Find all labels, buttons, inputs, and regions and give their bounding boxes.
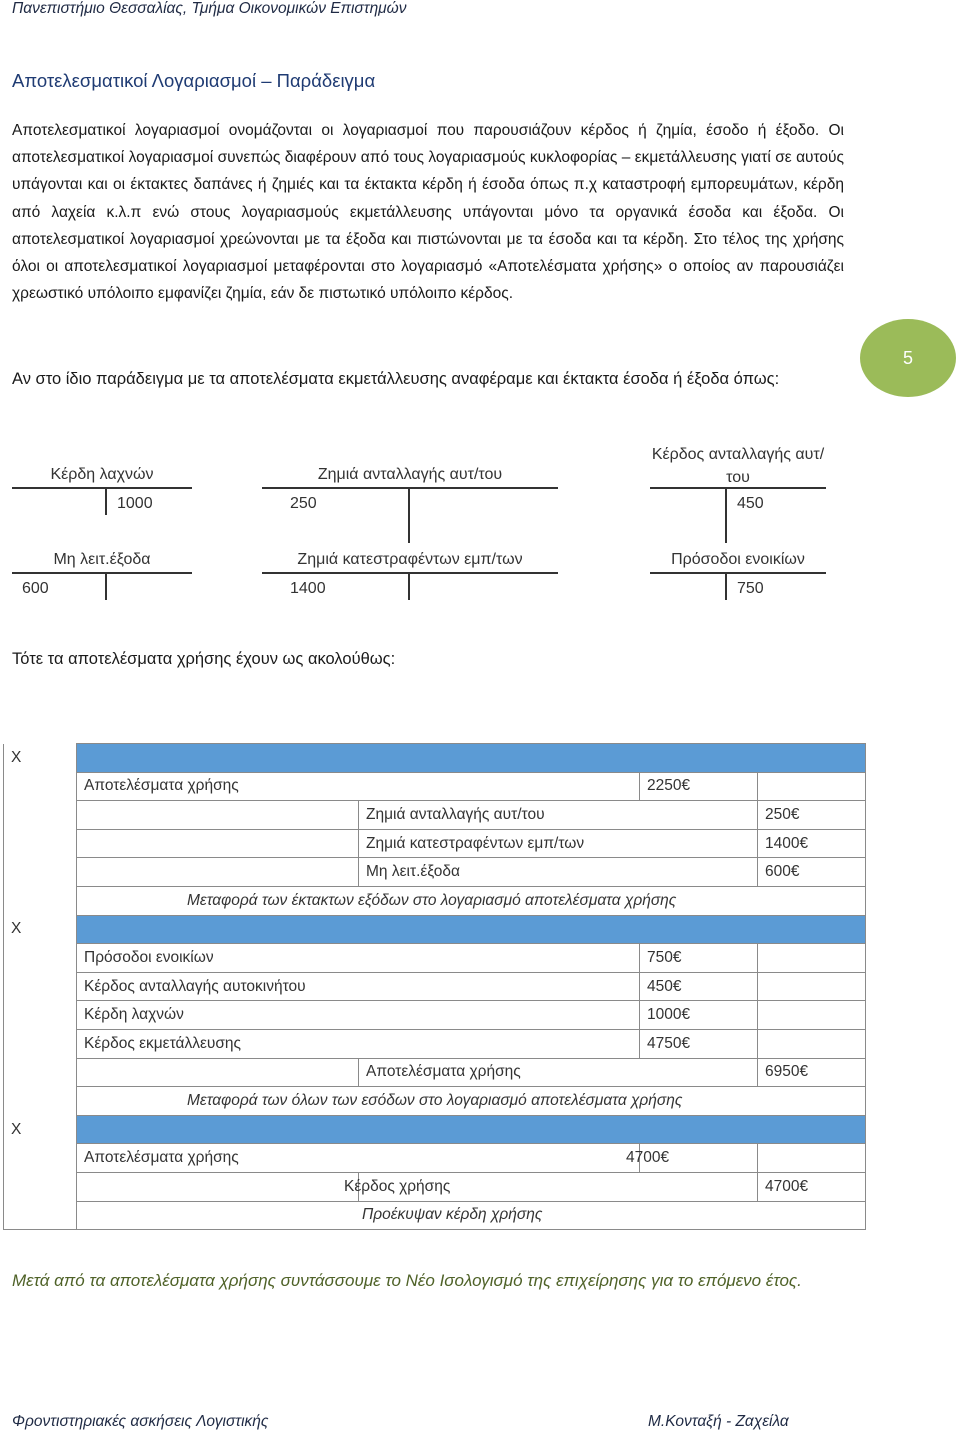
credit-amount: 4700€ (758, 1172, 866, 1201)
table-row (4, 1144, 866, 1173)
table-row (4, 829, 866, 858)
t-account-divider (105, 572, 107, 600)
table-row (4, 972, 866, 1001)
t-account-debit: 1400 (290, 580, 326, 597)
entry-description: Μεταφορά των όλων των εσόδων στο λογαριασμό αποτελέσματα χρήσης (77, 1087, 866, 1116)
debit-amount: 750€ (640, 944, 758, 973)
credit-account: Κέρδος χρήσης (359, 1172, 758, 1201)
credit-amount: 1400€ (758, 829, 866, 858)
separator-bar (77, 1115, 866, 1144)
debit-account: Κέρδος ανταλλαγής αυτοκινήτου (77, 972, 640, 1001)
table-row (4, 772, 866, 801)
footer-course: Φροντιστηριακές ασκήσεις Λογιστικής (12, 1413, 269, 1430)
t-account-divider (725, 487, 727, 543)
t-account-line (12, 572, 192, 574)
t-account-divider (408, 487, 410, 543)
page-number-badge: 5 (860, 319, 956, 397)
journal-separator-row (4, 1115, 866, 1144)
debit-account: Κέρδη λαχνών (77, 1001, 640, 1030)
t-account-line (650, 487, 826, 489)
debit-amount: 1000€ (640, 1001, 758, 1030)
table-row (4, 1201, 866, 1230)
t-account-line (12, 487, 192, 489)
journal-separator-row (4, 744, 866, 773)
page-header: Πανεπιστήμιο Θεσσαλίας, Τμήμα Οικονομικών Επιστημών (12, 0, 407, 17)
t-account-credit: 750 (737, 580, 764, 597)
t-account-title: Κέρδος ανταλλαγής αυτ/του (651, 446, 825, 486)
t-account-debit: 250 (290, 495, 317, 512)
entry-description: Προέκυψαν κέρδη χρήσης (77, 1201, 866, 1230)
t-account-divider (105, 487, 107, 515)
t-account-title: Κέρδη λαχνών (50, 466, 154, 483)
table-row (4, 1001, 866, 1030)
debit-amount: 4750€ (640, 1029, 758, 1058)
table-row (4, 1172, 866, 1201)
t-account-title: Πρόσοδοι ενοικίων (671, 551, 805, 568)
t-account-title: Ζημιά ανταλλαγής αυτ/του (317, 466, 503, 483)
debit-amount: 4700€ (640, 1144, 758, 1173)
results-intro: Τότε τα αποτελέσματα χρήσης έχουν ως ακολούθως: (12, 650, 396, 668)
credit-account: Μη λειτ.έξοδα (359, 858, 758, 887)
t-account-title: Ζημιά κατεστραφέντων εμπ/των (297, 551, 523, 568)
separator-bar (77, 915, 866, 944)
table-row (4, 944, 866, 973)
credit-amount: 6950€ (758, 1058, 866, 1087)
credit-account: Αποτελέσματα χρήσης (359, 1058, 758, 1087)
closing-note: Μετά από τα αποτελέσματα χρήσης συντάσσουμε το Νέο Ισολογισμό της επιχείρησης για το επόμενο έτος. (12, 1271, 802, 1290)
debit-account: Πρόσοδοι ενοικίων (77, 944, 640, 973)
journal-separator-row (4, 915, 866, 944)
t-account-line (262, 572, 558, 574)
entry-marker: Χ (4, 744, 77, 773)
separator-bar (77, 744, 866, 773)
t-account-divider (725, 572, 727, 600)
footer-author: Μ.Κονταξή - Ζαχείλα (648, 1413, 789, 1430)
debit-amount: 450€ (640, 972, 758, 1001)
t-account-line (262, 487, 558, 489)
paragraph-example: Αν στο ίδιο παράδειγμα με τα αποτελέσματα εκμετάλλευσης αναφέραμε και έκτακτα έσοδα ή έξοδα όπως: (12, 370, 780, 388)
t-account-title: Μη λειτ.έξοδα (53, 551, 151, 568)
credit-amount: 250€ (758, 801, 866, 830)
t-account-divider (408, 572, 410, 600)
table-row (4, 1087, 866, 1116)
entry-marker: Χ (4, 1115, 77, 1144)
table-row (4, 858, 866, 887)
table-row (4, 886, 866, 915)
table-row (4, 1029, 866, 1058)
credit-account: Ζημιά κατεστραφέντων εμπ/των (359, 829, 758, 858)
t-account-credit: 1000 (117, 495, 153, 512)
t-account-credit: 450 (737, 495, 764, 512)
example-paragraph (12, 366, 844, 393)
entry-marker: Χ (4, 915, 77, 944)
table-row (4, 1058, 866, 1087)
section-title: Αποτελεσματικοί Λογαριασμοί – Παράδειγμα (12, 70, 376, 91)
debit-amount: 2250€ (640, 772, 758, 801)
debit-account: Αποτελέσματα χρήσης (77, 772, 640, 801)
t-account-debit: 600 (22, 580, 49, 597)
credit-account: Ζημιά ανταλλαγής αυτ/του (359, 801, 758, 830)
entry-description: Μεταφορά των έκτακτων εξόδων στο λογαριασμό αποτελέσματα χρήσης (77, 886, 866, 915)
intro-paragraph (12, 117, 844, 307)
table-row (4, 801, 866, 830)
t-account-line (650, 572, 826, 574)
debit-account: Αποτελέσματα χρήσης (77, 1144, 640, 1173)
debit-account: Κέρδος εκμετάλλευσης (77, 1029, 640, 1058)
paragraph-definition: Αποτελεσματικοί λογαριασμοί ονομάζονται οι λογαριασμοί που παρουσιάζουν κέρδος ή ζημία, έσοδο ή έξοδο. Οι αποτελεσματικοί λογαριασμοί συνεπώς διαφέρουν από τους λογαριασμούς κυκλοφορίας – εκμετάλλευσης γιατί σε αυτούς υπάγονται και οι έκτακτες δαπάνες ή ζημιές και τα έκτακτα κέρδη ή έσοδα όπως π.χ καταστροφή εμπορευμάτων, κέρδη από λαχεία κ.λ.π ενώ στους λογαριασμούς εκμετάλλευσης υπάγονται μόνο τα οργανικά έσοδα και έξοδα. Οι αποτελεσματικοί λογαριασμοί χρεώνονται με τα έξοδα και πιστώνονται με τα έσοδα και τα κέρδη. Στο τέλος της χρήσης όλοι οι αποτελεσματικοί λογαριασμοί μεταφέρονται στο λογαριασμό «Αποτελέσματα χρήσης» ο οποίος αν παρουσιάζει χρεωστικό υπόλοιπο εμφανίζει ζημία, εάν δε πιστωτικό υπόλοιπο κέρδος. (12, 122, 844, 303)
credit-amount: 600€ (758, 858, 866, 887)
journal-table (3, 743, 866, 1230)
